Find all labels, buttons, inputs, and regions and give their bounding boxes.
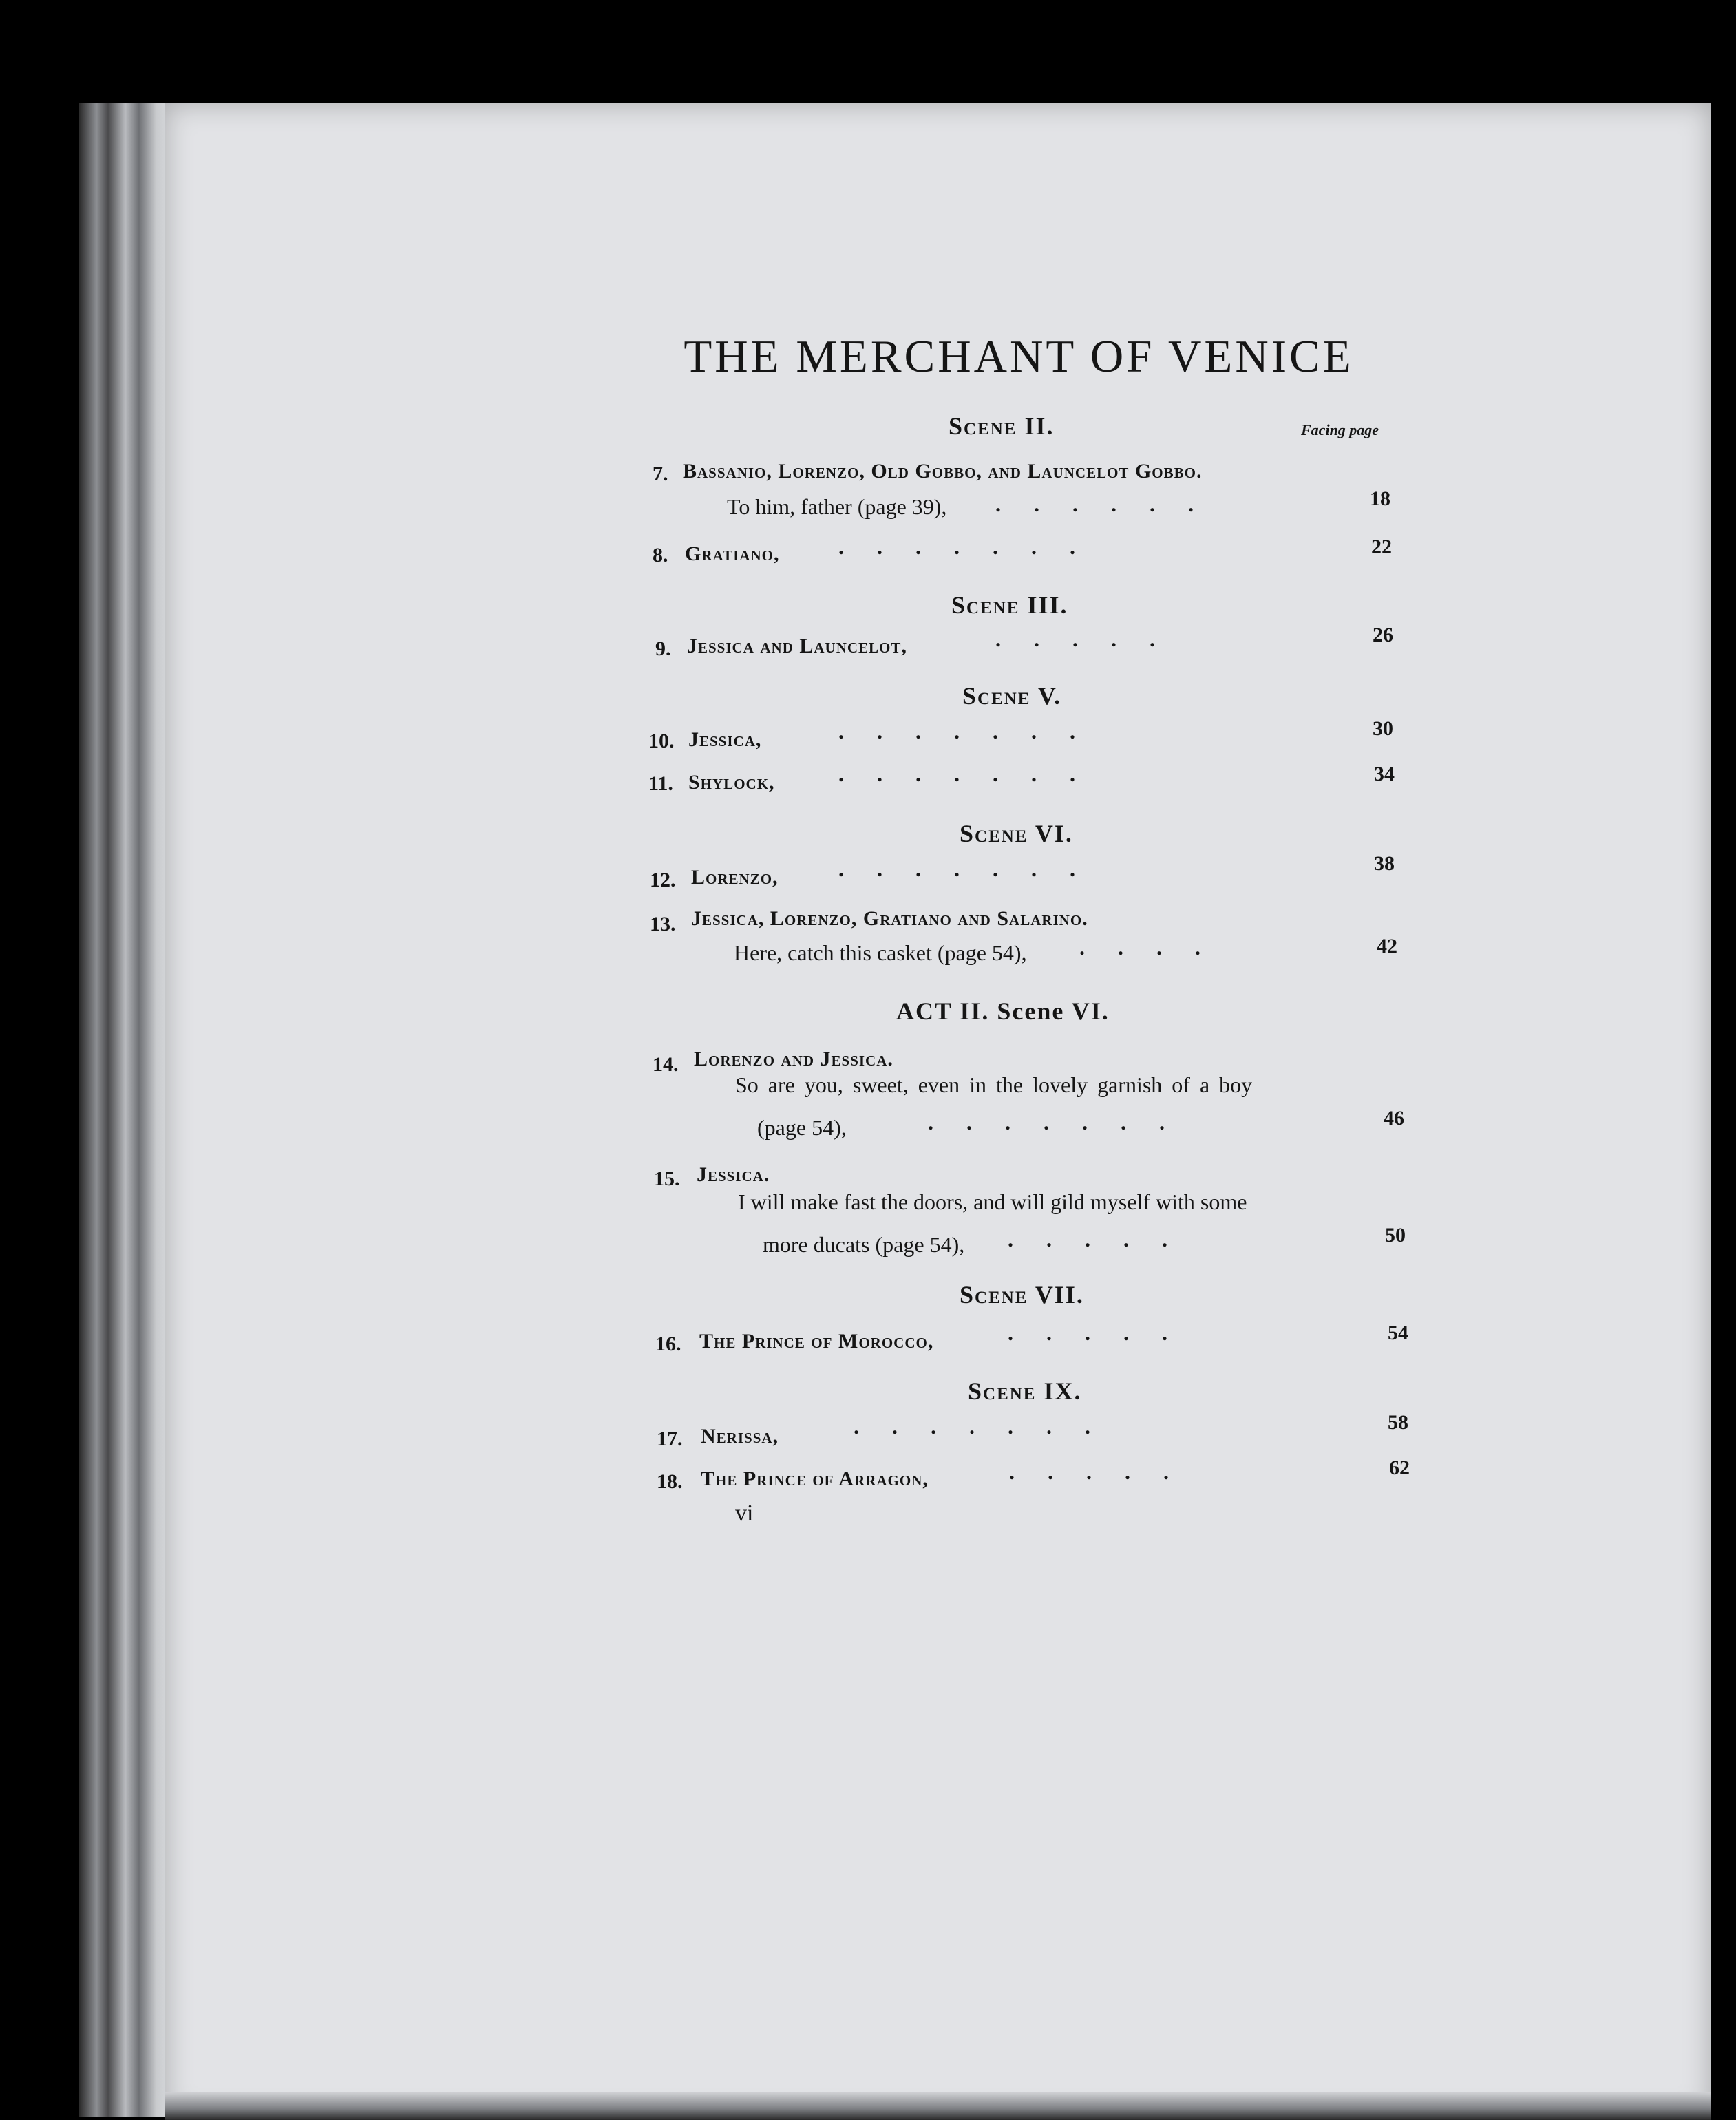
- entry-name: Shylock,: [688, 771, 775, 794]
- scan-bottom-edge: [165, 2092, 1711, 2120]
- entry-caption: To him, father (page 39),: [727, 494, 947, 519]
- entry-page: 26: [1373, 624, 1393, 646]
- leader-dots: .....: [1008, 1320, 1200, 1345]
- entry-number: 16.: [655, 1333, 681, 1355]
- facing-page-label: Facing page: [1301, 421, 1379, 438]
- section-heading: Scene V.: [962, 682, 1062, 710]
- entry-page: 34: [1374, 763, 1395, 785]
- entry-page: 62: [1389, 1456, 1410, 1479]
- entry-caption: So are you, sweet, even in the lovely garnish of a boy: [735, 1072, 1253, 1097]
- entry-name: Jessica and Launcelot,: [687, 635, 907, 657]
- entry-number: 12.: [650, 869, 676, 891]
- section-heading: Scene II.: [949, 412, 1055, 440]
- entry-name: The Prince of Morocco,: [699, 1330, 934, 1353]
- section-heading: Scene III.: [951, 591, 1068, 619]
- entry-name: Nerissa,: [701, 1425, 779, 1448]
- entry-number: 18.: [657, 1470, 683, 1493]
- leader-dots: .......: [838, 856, 1108, 881]
- entry-number: 15.: [654, 1167, 680, 1190]
- leader-dots: .......: [838, 719, 1108, 743]
- entry-name: Jessica,: [688, 728, 762, 751]
- entry-page: 54: [1388, 1322, 1408, 1344]
- entry-caption: I will make fast the doors, and will gild myself with some: [738, 1189, 1247, 1214]
- entry-number: 14.: [653, 1053, 679, 1076]
- section-heading: Scene VII.: [960, 1281, 1084, 1308]
- leader-dots: .....: [1008, 1227, 1200, 1251]
- entry-caption: more ducats (page 54),: [763, 1232, 965, 1257]
- entry-name: The Prince of Arragon,: [701, 1467, 929, 1490]
- entry-number: 9.: [655, 637, 671, 660]
- entry-page: 58: [1388, 1411, 1408, 1434]
- entry-page: 50: [1385, 1224, 1406, 1247]
- leader-dots: .......: [838, 761, 1108, 786]
- leader-dots: .......: [928, 1110, 1198, 1134]
- page-folio: vi: [735, 1501, 754, 1526]
- entry-page: 22: [1371, 536, 1392, 558]
- entry-name: Jessica, Lorenzo, Gratiano and Salarino.: [691, 907, 1088, 930]
- entry-page: 42: [1377, 935, 1397, 957]
- page-title: THE MERCHANT OF VENICE: [684, 331, 1354, 382]
- entry-number: 13.: [650, 913, 676, 935]
- leader-dots: .....: [995, 626, 1188, 651]
- entry-name: Lorenzo and Jessica.: [694, 1048, 893, 1070]
- section-heading: Scene VI.: [960, 820, 1073, 847]
- entry-page: 46: [1384, 1107, 1404, 1130]
- scan-binding-edge: [79, 103, 176, 2117]
- entry-name: Jessica.: [697, 1163, 770, 1186]
- section-heading: Scene IX.: [968, 1377, 1082, 1405]
- entry-page: 38: [1374, 852, 1395, 875]
- entry-name: Lorenzo,: [691, 866, 779, 889]
- entry-caption: (page 54),: [757, 1115, 847, 1140]
- leader-dots: ....: [1079, 935, 1234, 960]
- entry-name: Gratiano,: [685, 542, 780, 565]
- entry-name: Bassanio, Lorenzo, Old Gobbo, and Launcelot Gobbo.: [683, 460, 1203, 483]
- entry-number: 11.: [648, 772, 673, 795]
- entry-caption: Here, catch this casket (page 54),: [734, 940, 1027, 965]
- entry-number: 8.: [653, 544, 668, 566]
- entry-number: 17.: [657, 1428, 683, 1450]
- entry-page: 30: [1373, 717, 1393, 740]
- entry-number: 7.: [653, 463, 668, 485]
- leader-dots: .....: [1009, 1459, 1202, 1484]
- entry-page: 18: [1370, 487, 1390, 510]
- entry-number: 10.: [648, 730, 675, 752]
- leader-dots: .......: [838, 534, 1108, 559]
- leader-dots: .......: [854, 1414, 1123, 1439]
- leader-dots: ......: [995, 491, 1227, 516]
- section-heading: ACT II. Scene VI.: [896, 997, 1110, 1025]
